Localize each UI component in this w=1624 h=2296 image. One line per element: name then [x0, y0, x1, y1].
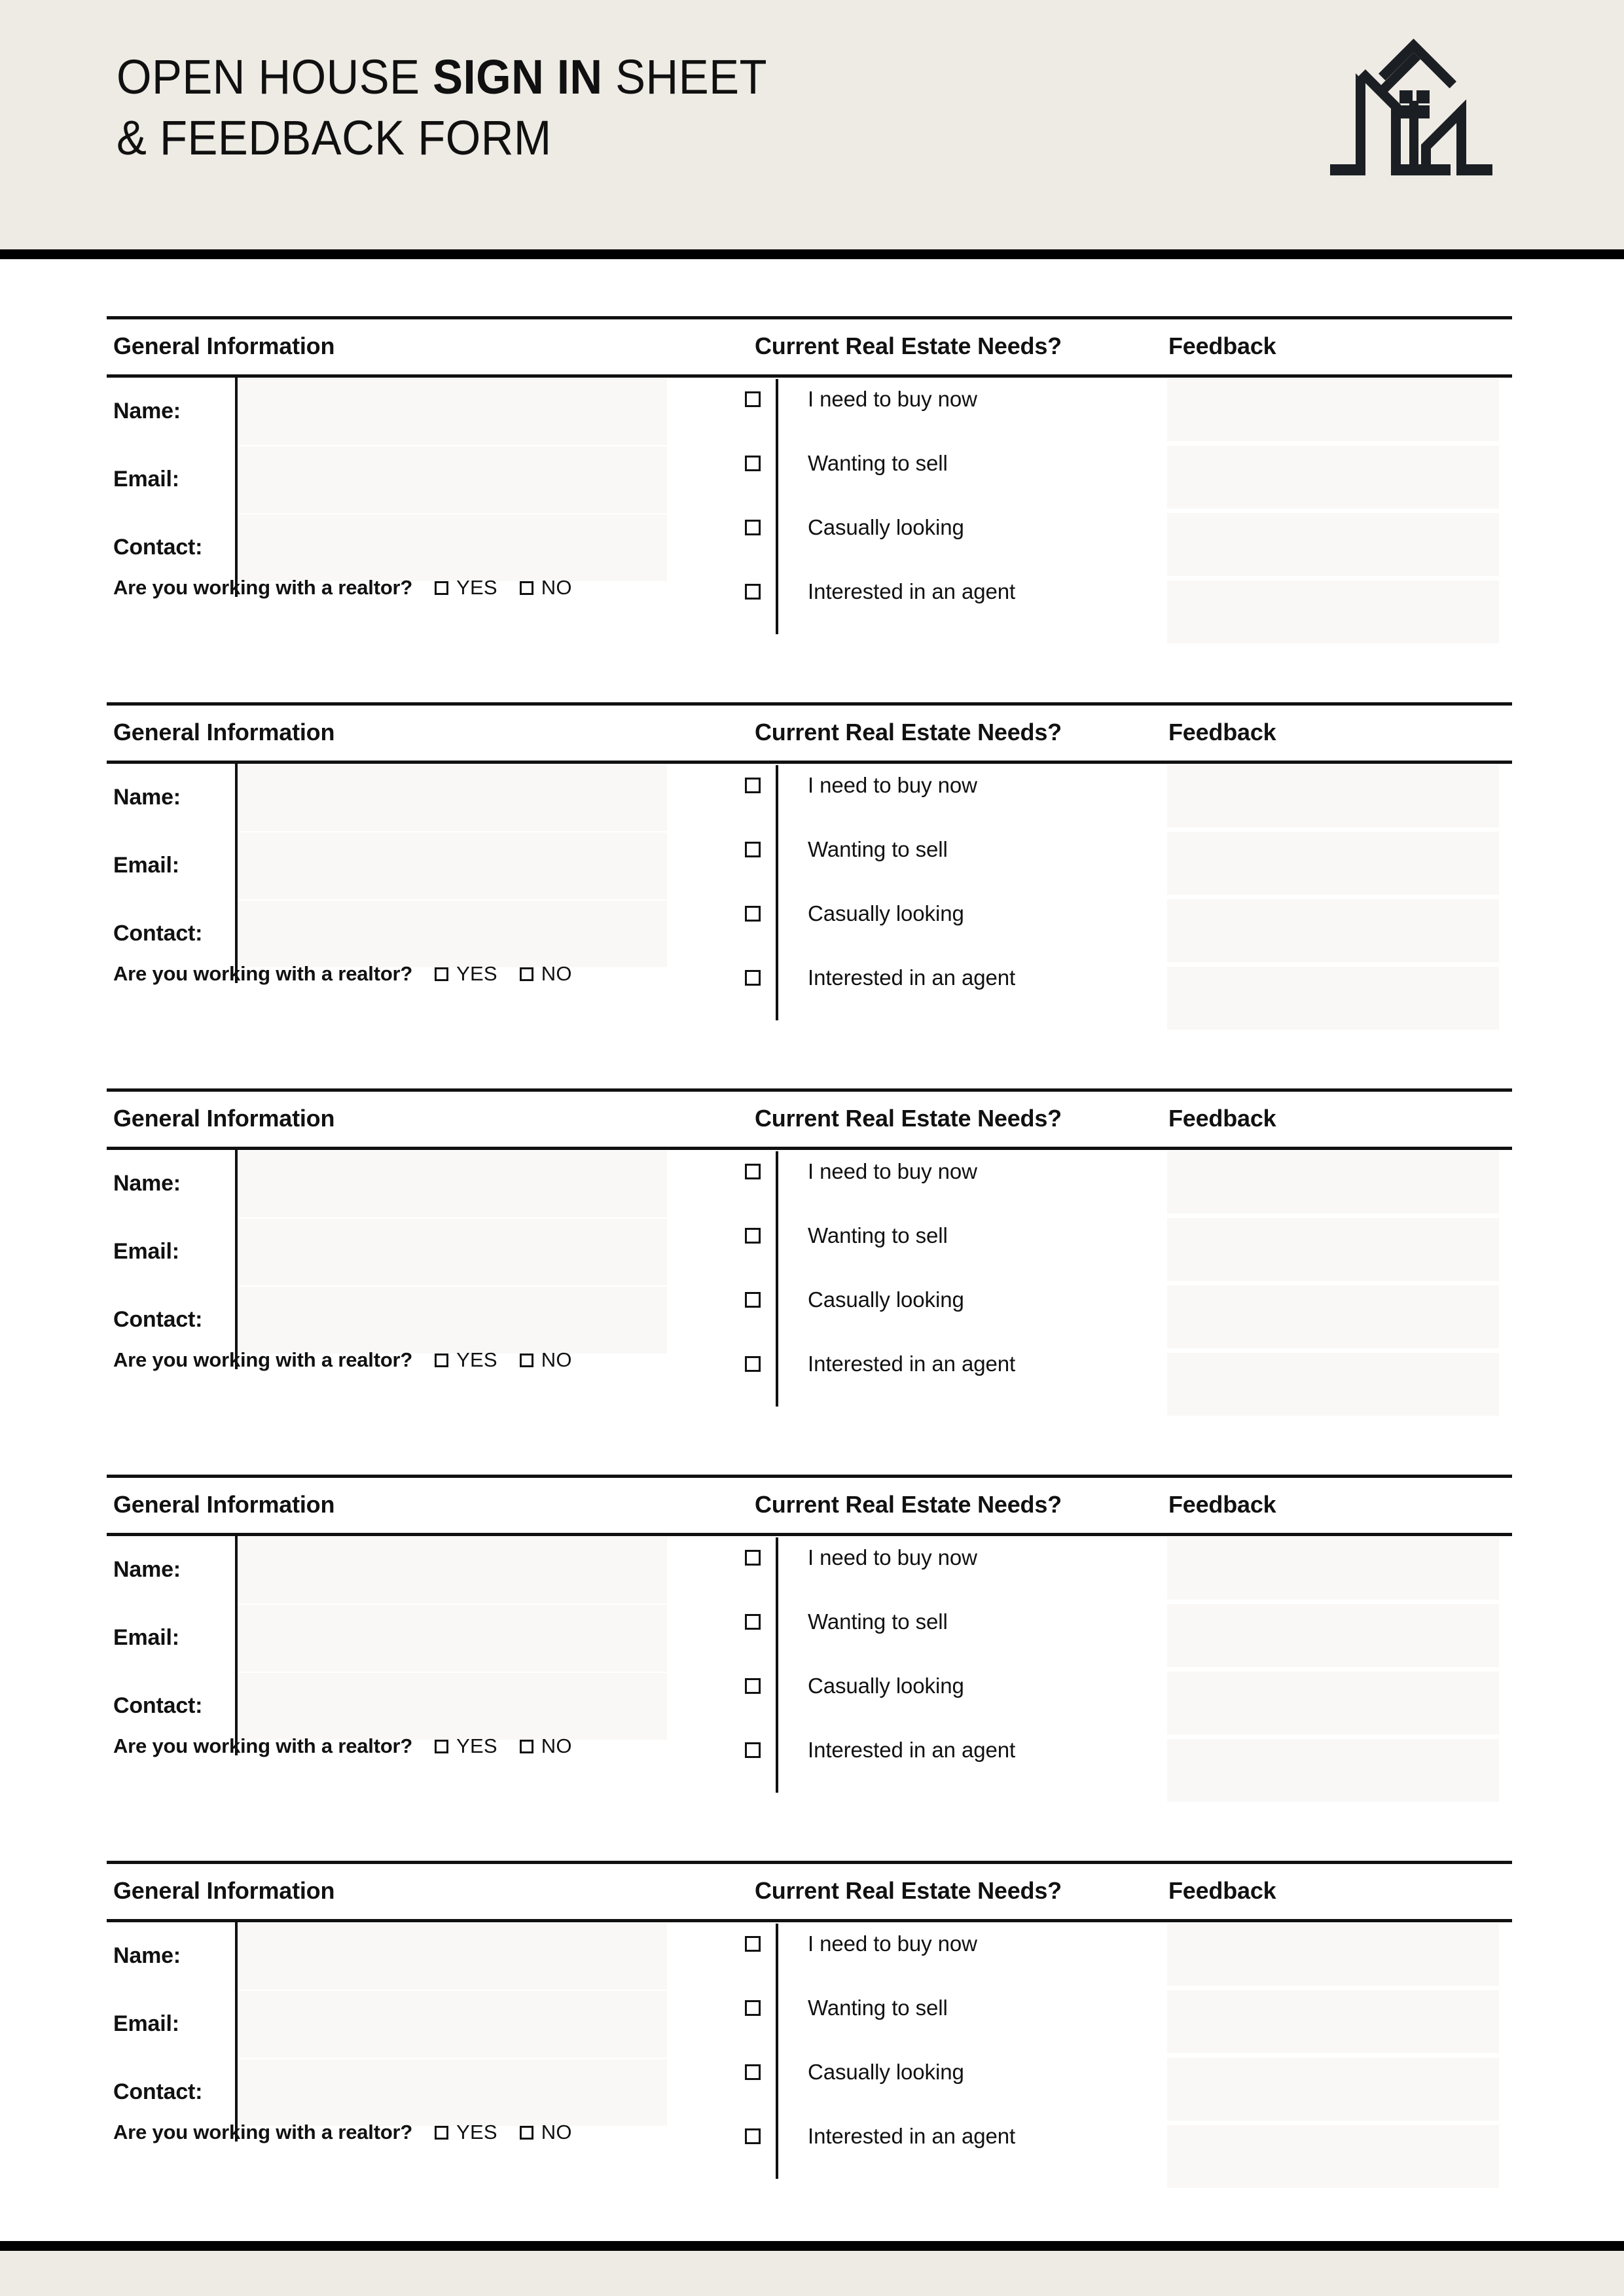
realtor-no-label: NO	[541, 1734, 572, 1757]
checkbox-icon[interactable]	[745, 1228, 761, 1244]
column-header-general-information: General Information	[113, 1877, 335, 1904]
need-option-row[interactable]	[745, 903, 964, 925]
field-label-contact: Contact:	[113, 1693, 203, 1718]
realtor-no-label: NO	[541, 2121, 572, 2144]
checkbox-icon[interactable]	[745, 2064, 761, 2080]
checkbox-icon[interactable]	[520, 2126, 533, 2140]
need-option-row[interactable]	[745, 516, 964, 539]
realtor-question-label: Are you working with a realtor?	[113, 1348, 413, 1371]
checkbox-icon[interactable]	[745, 842, 761, 857]
field-label-name: Name:	[113, 1171, 181, 1196]
checkbox-icon[interactable]	[745, 906, 761, 922]
need-option-label: Wanting to sell	[808, 451, 948, 475]
checkbox-icon[interactable]	[745, 1164, 761, 1179]
need-option-row[interactable]	[745, 1997, 948, 2019]
email-input[interactable]	[238, 446, 667, 513]
need-option-row[interactable]	[745, 774, 977, 797]
checkbox-icon[interactable]	[745, 1550, 761, 1566]
feedback-input[interactable]	[1167, 1151, 1499, 1213]
checkbox-icon[interactable]	[745, 1356, 761, 1372]
name-input[interactable]	[238, 378, 667, 445]
need-option-label: Interested in an agent	[808, 2124, 1016, 2148]
realtor-question-row	[113, 1348, 572, 1372]
realtor-question-label: Are you working with a realtor?	[113, 576, 413, 599]
checkbox-icon[interactable]	[745, 2128, 761, 2144]
need-option-label: Wanting to sell	[808, 1996, 948, 2020]
need-option-row[interactable]	[745, 1160, 977, 1183]
checkbox-icon[interactable]	[520, 967, 533, 981]
need-option-row[interactable]	[745, 1675, 964, 1697]
email-input[interactable]	[238, 1991, 667, 2058]
need-option-label: Wanting to sell	[808, 1609, 948, 1634]
contact-input[interactable]	[238, 2059, 667, 2126]
feedback-input[interactable]	[1167, 967, 1499, 1030]
need-option-row[interactable]	[745, 967, 1015, 989]
realtor-question-row	[113, 962, 572, 986]
need-option-row[interactable]	[745, 1289, 964, 1311]
need-option-row[interactable]	[745, 388, 977, 410]
need-option-label: Casually looking	[808, 1287, 964, 1312]
checkbox-icon[interactable]	[435, 581, 448, 595]
realtor-yes-option[interactable]	[435, 1348, 497, 1372]
realtor-question-label: Are you working with a realtor?	[113, 962, 413, 985]
feedback-input[interactable]	[1167, 1218, 1499, 1281]
form-section	[107, 702, 1512, 1016]
section-top-rule	[107, 1861, 1512, 1864]
need-option-label: Interested in an agent	[808, 579, 1016, 603]
contact-input[interactable]	[238, 901, 667, 967]
need-option-row[interactable]	[745, 2125, 1015, 2147]
checkbox-icon[interactable]	[745, 1678, 761, 1694]
need-option-label: I need to buy now	[808, 773, 977, 797]
column-header-general-information: General Information	[113, 1105, 335, 1132]
field-label-name: Name:	[113, 399, 181, 423]
feedback-input[interactable]	[1167, 2058, 1499, 2121]
checkbox-icon[interactable]	[745, 391, 761, 407]
need-option-label: I need to buy now	[808, 1159, 977, 1183]
form-section	[107, 1861, 1512, 2175]
contact-input[interactable]	[238, 514, 667, 581]
feedback-input[interactable]	[1167, 899, 1499, 962]
checkbox-icon[interactable]	[435, 2126, 448, 2140]
realtor-question-row	[113, 1734, 572, 1758]
feedback-input[interactable]	[1167, 1285, 1499, 1348]
checkbox-icon[interactable]	[745, 1936, 761, 1952]
need-option-row[interactable]	[745, 1611, 948, 1633]
title-line-2: & FEEDBACK FORM	[117, 110, 552, 165]
need-option-label: I need to buy now	[808, 1545, 977, 1570]
realtor-yes-option[interactable]	[435, 576, 497, 600]
column-header-general-information: General Information	[113, 1491, 335, 1518]
field-label-contact: Contact:	[113, 1307, 203, 1332]
realtor-yes-label: YES	[456, 1734, 497, 1757]
section-header-rule	[107, 1147, 1512, 1150]
need-option-label: Wanting to sell	[808, 1223, 948, 1247]
need-option-label: Interested in an agent	[808, 965, 1016, 990]
column-header-current-real-estate-needs: Current Real Estate Needs?	[755, 332, 1062, 359]
realtor-no-label: NO	[541, 962, 572, 985]
field-label-contact: Contact:	[113, 535, 203, 560]
column-header-current-real-estate-needs: Current Real Estate Needs?	[755, 1491, 1062, 1518]
field-label-name: Name:	[113, 1943, 181, 1968]
column-header-current-real-estate-needs: Current Real Estate Needs?	[755, 1877, 1062, 1904]
realtor-no-label: NO	[541, 1348, 572, 1371]
field-label-name: Name:	[113, 1557, 181, 1582]
feedback-input[interactable]	[1167, 1537, 1499, 1600]
feedback-input[interactable]	[1167, 1990, 1499, 2053]
realtor-yes-label: YES	[456, 576, 497, 599]
need-option-label: Casually looking	[808, 2060, 964, 2084]
realtor-question-row	[113, 576, 572, 600]
realtor-no-option[interactable]	[520, 1348, 572, 1372]
checkbox-icon[interactable]	[435, 967, 448, 981]
checkbox-icon[interactable]	[745, 778, 761, 793]
need-option-row[interactable]	[745, 838, 948, 861]
section-top-rule	[107, 702, 1512, 706]
realtor-yes-option[interactable]	[435, 962, 497, 986]
title-emphasis: SIGN IN	[433, 50, 603, 104]
section-top-rule	[107, 316, 1512, 319]
realtor-no-option[interactable]	[520, 2121, 572, 2144]
section-header-rule	[107, 761, 1512, 764]
column-header-feedback: Feedback	[1168, 332, 1276, 359]
email-input[interactable]	[238, 833, 667, 899]
need-option-label: Interested in an agent	[808, 1738, 1016, 1762]
checkbox-icon[interactable]	[745, 1292, 761, 1308]
column-header-feedback: Feedback	[1168, 719, 1276, 745]
checkbox-icon[interactable]	[520, 581, 533, 595]
need-option-row[interactable]	[745, 1547, 977, 1569]
realtor-yes-option[interactable]	[435, 2121, 497, 2144]
column-header-feedback: Feedback	[1168, 1877, 1276, 1904]
email-input[interactable]	[238, 1605, 667, 1672]
need-option-row[interactable]	[745, 581, 1015, 603]
house-logo-icon	[1327, 37, 1523, 195]
checkbox-icon[interactable]	[745, 584, 761, 600]
realtor-yes-option[interactable]	[435, 1734, 497, 1758]
name-input[interactable]	[238, 764, 667, 831]
checkbox-icon[interactable]	[745, 1742, 761, 1758]
column-header-general-information: General Information	[113, 719, 335, 745]
field-label-email: Email:	[113, 2011, 179, 2036]
checkbox-icon[interactable]	[520, 1354, 533, 1367]
feedback-input[interactable]	[1167, 1604, 1499, 1667]
title-line-1	[117, 47, 1030, 108]
form-section	[107, 1475, 1512, 1789]
footer-top-rule	[0, 2241, 1624, 2251]
field-label-contact: Contact:	[113, 2079, 203, 2104]
need-option-label: Casually looking	[808, 901, 964, 925]
column-header-current-real-estate-needs: Current Real Estate Needs?	[755, 719, 1062, 745]
title-suffix: SHEET	[602, 50, 767, 104]
feedback-input[interactable]	[1167, 446, 1499, 509]
feedback-input[interactable]	[1167, 1672, 1499, 1734]
need-option-label: I need to buy now	[808, 1931, 977, 1956]
realtor-no-option[interactable]	[520, 576, 572, 600]
page-header	[0, 0, 1624, 249]
feedback-input[interactable]	[1167, 1353, 1499, 1416]
field-label-contact: Contact:	[113, 921, 203, 946]
need-option-label: Wanting to sell	[808, 837, 948, 861]
field-label-email: Email:	[113, 467, 179, 492]
form-section	[107, 1088, 1512, 1403]
realtor-no-option[interactable]	[520, 1734, 572, 1758]
need-option-label: Interested in an agent	[808, 1352, 1016, 1376]
section-top-rule	[107, 1088, 1512, 1092]
checkbox-icon[interactable]	[745, 520, 761, 535]
need-option-label: I need to buy now	[808, 387, 977, 411]
contact-input[interactable]	[238, 1287, 667, 1354]
feedback-input[interactable]	[1167, 1739, 1499, 1802]
name-input[interactable]	[238, 1537, 667, 1604]
realtor-yes-label: YES	[456, 1348, 497, 1371]
column-header-feedback: Feedback	[1168, 1105, 1276, 1132]
feedback-input[interactable]	[1167, 513, 1499, 576]
checkbox-icon[interactable]	[745, 970, 761, 986]
name-input[interactable]	[238, 1151, 667, 1217]
field-label-email: Email:	[113, 853, 179, 878]
checkbox-icon[interactable]	[745, 2000, 761, 2016]
feedback-input[interactable]	[1167, 764, 1499, 827]
need-option-row[interactable]	[745, 2061, 964, 2083]
need-option-row[interactable]	[745, 1353, 1015, 1375]
field-label-email: Email:	[113, 1625, 179, 1650]
checkbox-icon[interactable]	[435, 1740, 448, 1753]
feedback-input[interactable]	[1167, 378, 1499, 441]
need-option-row[interactable]	[745, 1225, 948, 1247]
realtor-question-label: Are you working with a realtor?	[113, 1734, 413, 1757]
feedback-input[interactable]	[1167, 832, 1499, 895]
section-top-rule	[107, 1475, 1512, 1478]
realtor-question-row	[113, 2121, 572, 2144]
realtor-yes-label: YES	[456, 2121, 497, 2144]
column-header-general-information: General Information	[113, 332, 335, 359]
section-header-rule	[107, 374, 1512, 378]
need-option-row[interactable]	[745, 452, 948, 475]
checkbox-icon[interactable]	[745, 1614, 761, 1630]
realtor-no-label: NO	[541, 576, 572, 599]
column-header-feedback: Feedback	[1168, 1491, 1276, 1518]
field-label-email: Email:	[113, 1239, 179, 1264]
need-option-label: Casually looking	[808, 515, 964, 539]
feedback-input[interactable]	[1167, 581, 1499, 643]
name-input[interactable]	[238, 1923, 667, 1990]
need-option-label: Casually looking	[808, 1674, 964, 1698]
email-input[interactable]	[238, 1219, 667, 1285]
page-title	[117, 47, 1098, 168]
feedback-input[interactable]	[1167, 2125, 1499, 2188]
need-option-row[interactable]	[745, 1739, 1015, 1761]
feedback-input[interactable]	[1167, 1923, 1499, 1986]
checkbox-icon[interactable]	[745, 456, 761, 471]
realtor-no-option[interactable]	[520, 962, 572, 986]
title-prefix: OPEN HOUSE	[117, 50, 433, 104]
section-header-rule	[107, 1533, 1512, 1536]
form-section	[107, 316, 1512, 630]
checkbox-icon[interactable]	[520, 1740, 533, 1753]
checkbox-icon[interactable]	[435, 1354, 448, 1367]
header-bottom-rule	[0, 249, 1624, 259]
field-label-name: Name:	[113, 785, 181, 810]
column-header-current-real-estate-needs: Current Real Estate Needs?	[755, 1105, 1062, 1132]
need-option-row[interactable]	[745, 1933, 977, 1955]
realtor-question-label: Are you working with a realtor?	[113, 2121, 413, 2144]
page-footer	[0, 2251, 1624, 2296]
contact-input[interactable]	[238, 1673, 667, 1740]
realtor-yes-label: YES	[456, 962, 497, 985]
section-header-rule	[107, 1919, 1512, 1922]
